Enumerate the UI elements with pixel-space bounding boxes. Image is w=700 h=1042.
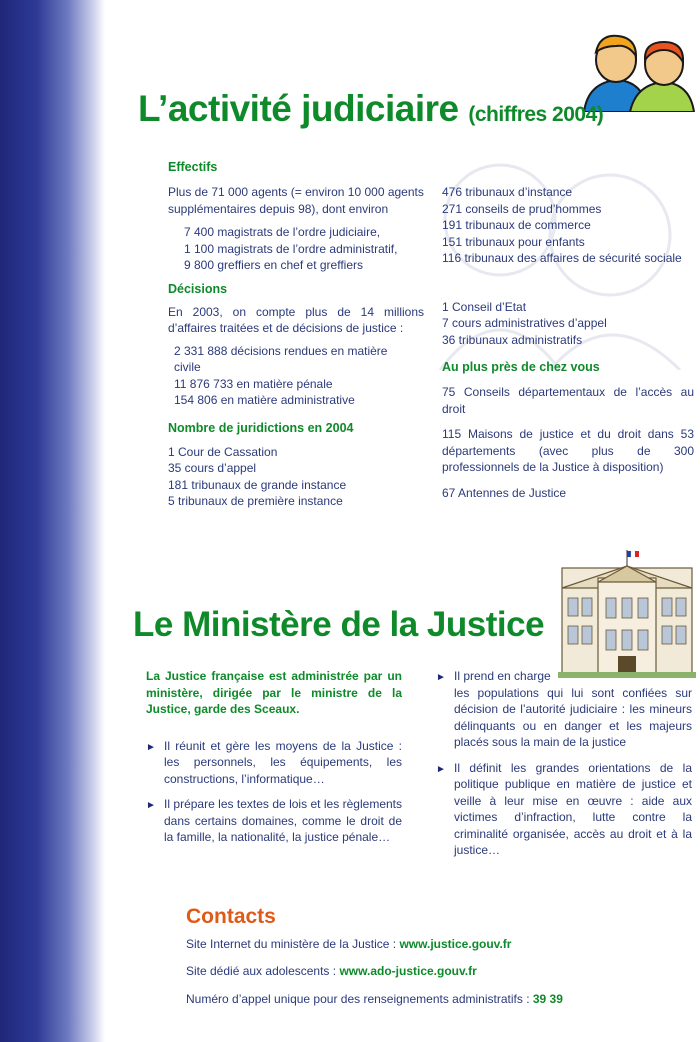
section-title-ministere: Le Ministère de la Justice [133,605,545,644]
list-item: 151 tribunaux pour enfants [442,234,585,249]
list-item: 1 Cour de Cassation [168,444,278,459]
contact-label: Site dédié aux adolescents : [186,964,340,978]
proximite-p3: 67 Antennes de Justice [442,485,567,500]
heading-juridictions: Nombre de juridictions en 2004 [168,420,354,435]
ministere-column-right [436,668,692,859]
heading-proximite: Au plus près de chez vous [442,360,600,374]
decisions-intro: En 2003, on compte plus de 14 millions d’affaires traitées et de décisions de justice : [168,304,424,335]
side-gradient-band [0,0,105,1042]
list-item: 5 tribunaux de première instance [168,494,343,508]
section-title-activite [138,88,603,130]
contact-line-justice [186,937,511,951]
ministere-bullet [146,738,402,788]
list-item: 1 Conseil d’Etat [442,299,527,314]
bullet-arrow-icon: ► [146,800,156,811]
text-line: Plus de 71 000 agents (= environ 10 000 agents [168,185,424,199]
ministere-column-left [146,668,402,846]
activite-column-right [442,184,694,501]
heading-decisions: Décisions [168,281,228,296]
effectifs-intro [168,184,424,217]
bullet-arrow-icon: ► [146,741,156,753]
ministere-bullet [436,760,692,859]
contact-label: Numéro d’appel unique pour des renseignements administratifs : [186,992,533,1006]
title-activite-year: (chiffres 2004) [468,103,604,126]
contact-line-phone [186,992,563,1006]
bullet-text: Il réunit et gère les moyens de la Justice : les personnels, les équipements, les constructions, l’informatique… [164,738,402,786]
juridictions-list [168,444,424,510]
bullet-lead: Il prend en charge [454,669,551,683]
list-item: 1 100 magistrats de l’ordre administratif, [184,241,398,256]
list-item: 2 331 888 décisions rendues en matière [174,343,388,358]
ministry-building-illustration [558,548,696,678]
list-item: 181 tribunaux de grande instance [168,477,347,492]
list-item: 116 tribunaux des affaires de sécurité sociale [442,251,682,265]
contact-label: Site Internet du ministère de la Justice : [186,937,400,951]
list-item: 476 tribunaux d’instance [442,185,573,199]
title-activite-main: L’activité judiciaire [138,88,459,129]
text-line: supplémentaires depuis 98), dont environ [168,201,389,216]
bullet-text: Il définit les grandes orientations de la politique publique en matière de justice et veille à leur mise en œuvre : aide aux victimes d’infraction, lutte contre la criminalité organisée, accès au droit et à la justice… [454,760,692,857]
decisions-list [168,343,424,409]
ministere-intro: La Justice française est administrée par un ministère, dirigée par le ministre de la Justice, garde des Sceaux. [146,669,402,716]
ministere-bullet [146,796,402,846]
bullet-text: les populations qui lui sont confiées sur décision de l’autorité judiciaire : les mineurs délinquants ou en danger et les majeurs placés sous la main de la justice [454,685,692,749]
list-item: 35 cours d’appel [168,461,257,475]
list-item: 9 800 greffiers en chef et greffiers [184,258,363,272]
list-item: 7 400 magistrats de l’ordre judiciaire, [184,225,381,239]
bullet-arrow-icon: ► [436,672,446,683]
activite-column-left [168,160,424,510]
heading-effectifs: Effectifs [168,160,218,174]
list-item: 36 tribunaux administratifs [442,332,583,347]
list-item: 191 tribunaux de commerce [442,218,591,232]
ministere-bullet [436,668,692,751]
tribunaux-list [442,184,694,267]
contact-phone-number[interactable]: 39 39 [532,992,563,1006]
list-item: 271 conseils de prud’hommes [442,201,602,216]
proximite-p2: 115 Maisons de justice et du droit dans 53 départements (avec plus de 300 professionnels de la Justice à disposition) [442,427,694,474]
contact-link-ado[interactable]: www.ado-justice.gouv.fr [339,964,477,978]
admin-list [442,299,694,349]
proximite-p1: 75 Conseils départementaux de l’accès au droit [442,385,694,416]
list-item: 7 cours administratives d’appel [442,316,607,330]
bullet-arrow-icon: ► [436,763,446,775]
list-item: civile [174,360,201,374]
contact-link-justice[interactable]: www.justice.gouv.fr [399,937,512,951]
effectifs-list [168,224,424,274]
list-item: 11 876 733 en matière pénale [174,376,333,391]
bullet-text: Il prépare les textes de lois et les règlements dans certains domaines, comme le droit de la famille, la nationalité, la justice pénale… [164,797,402,844]
contact-line-ado [186,964,477,978]
list-item: 154 806 en matière administrative [174,393,355,407]
contacts-title: Contacts [186,905,276,928]
